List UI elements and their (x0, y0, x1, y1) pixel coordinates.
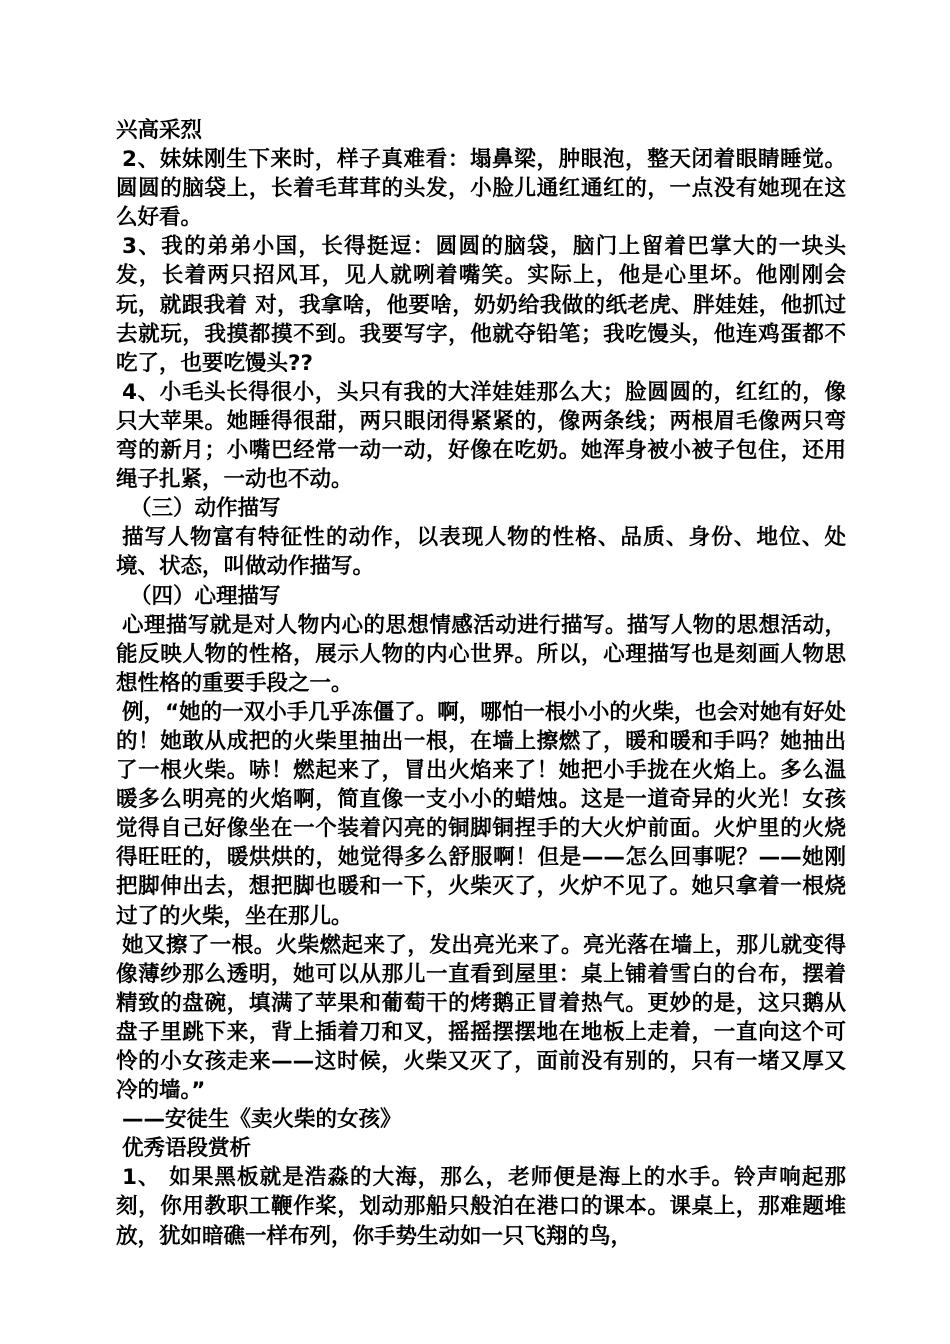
section-heading-excellent-passages: 优秀语段赏析 (122, 1136, 252, 1162)
paragraph-quote-part-1: 例，“她的一双小手几乎冻僵了。啊，哪怕一根小小的火柴，也会对她有好处的！她敢从成把的火柴里抽出一根，在墙上擦燃了，暖和暖和手吗？她抽出了一根火柴。哧！燃起来了，冒出火焰来了！她把小手拢在火焰上。多么温暖多么明亮的火焰啊，简直像一支小小的蜡烛。这是一道奇异的火光！女孩觉得自己好像坐在一个装着闪亮的铜脚铜捏手的大火炉前面。火炉里的火烧得旺旺的，暖烘烘的，她觉得多么舒服啊！但是——怎么回事呢？——她刚把脚伸出去，想把脚也暖和一下，火柴灭了，火炉不见了。她只拿着一根烧过了的火柴，坐在那儿。 (116, 699, 846, 929)
paragraph-passage-1: 1、 如果黑板就是浩淼的大海，那么，老师便是海上的水手。铃声响起那刻，你用教职工鞭作桨，划动那船只般泊在港口的课本。课桌上，那难题堆放，犹如暗礁一样布列，你手势生动如一只飞翔的鸟， (116, 1165, 846, 1249)
paragraph-example-4: 4、小毛头长得很小，头只有我的大洋娃娃那么大；脸圆圆的，红红的，像只大苹果。她睡得很甜，两只眼闭得紧紧的，像两条线；两根眉毛像两只弯弯的新月；小嘴巴经常一动一动，好像在吃奶。她浑身被小被子包住，还用绳子扎紧，一动也不动。 (116, 379, 846, 493)
quote-attribution: ——安徒生《卖火柴的女孩》 (122, 1107, 402, 1133)
document-body (116, 116, 846, 1251)
section-heading-psychology: （四）心理描写 (130, 583, 281, 609)
paragraph-example-3: 3、我的弟弟小国，长得挺逗：圆圆的脑袋，脑门上留着巴掌大的一块头发，长着两只招风耳，见人就咧着嘴笑。实际上，他是心里坏。他刚刚会玩，就跟我着 对，我拿啥，他要啥，奶奶给我做的纸老虎、胖娃娃，他抓过去就玩，我摸都摸不到。我要写字，他就夺铅笔；我吃馒头，他连鸡蛋都不吃了，也要吃馒头?? (116, 234, 846, 376)
paragraph-psychology-definition: 心理描写就是对人物内心的思想情感活动进行描写。描写人物的思想活动，能反映人物的性格，展示人物的内心世界。所以，心理描写也是刻画人物思想性格的重要手段之一。 (116, 612, 846, 696)
paragraph-quote-part-2: 她又擦了一根。火柴燃起来了，发出亮光来了。亮光落在墙上，那儿就变得像薄纱那么透明，她可以从那儿一直看到屋里：桌上铺着雪白的台布，摆着精致的盘碗，填满了苹果和葡萄干的烤鹅正冒着热气。更妙的是，这只鹅从盘子里跳下来，背上插着刀和叉，摇摇摆摆地在地板上走着，一直向这个可怜的小女孩走来——这时候，火柴又灭了，面前没有别的，只有一堵又厚又冷的墙。” (116, 932, 846, 1104)
paragraph-example-2: 2、妹妹刚生下来时，样子真难看：塌鼻梁，肿眼泡，整天闭着眼睛睡觉。圆圆的脑袋上，长着毛茸茸的头发，小脸儿通红通红的，一点没有她现在这么好看。 (116, 147, 846, 231)
paragraph-continuation: 兴高采烈 (116, 118, 203, 143)
paragraph-action-definition: 描写人物富有特征性的动作，以表现人物的性格、品质、身份、地位、处境、状态，叫做动作描写。 (116, 525, 846, 580)
section-heading-action: （三）动作描写 (130, 496, 281, 522)
